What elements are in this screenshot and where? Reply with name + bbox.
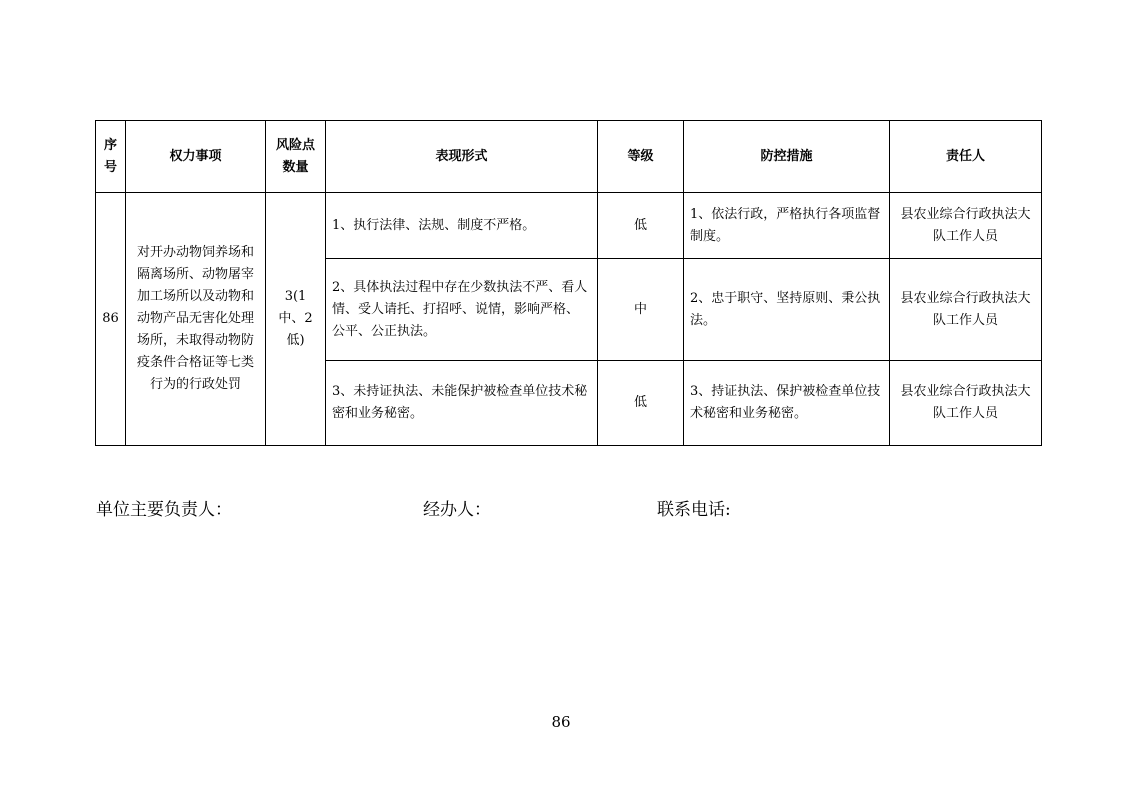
footer-handler-label: 经办人： [423,500,491,520]
footer-phone-label: 联系电话: [657,500,731,520]
cell-measures: 3、持证执法、保护被检查单位技术秘密和业务秘密。 [684,361,890,446]
table-row [96,193,1042,259]
cell-manifestation: 2、具体执法过程中存在少数执法不严、看人情、受人请托、打招呼、说情，影响严格、公平、公正执法。 [326,259,598,361]
cell-measures: 2、忠于职守、坚持原则、秉公执法。 [684,259,890,361]
cell-level: 中 [598,259,684,361]
cell-manifestation: 3、未持证执法、未能保护被检查单位技术秘密和业务秘密。 [326,361,598,446]
cell-measures: 1、依法行政，严格执行各项监督制度。 [684,193,890,259]
header-level: 等级 [598,121,684,193]
header-measures: 防控措施 [684,121,890,193]
footer-unit-head-label: 单位主要负责人： [96,500,232,520]
cell-responsible: 县农业综合行政执法大队工作人员 [890,259,1042,361]
cell-level: 低 [598,193,684,259]
cell-seq: 86 [96,193,126,446]
cell-power-item: 对开办动物饲养场和隔离场所、动物屠宰加工场所以及动物和动物产品无害化处理场所，未取得动物防疫条件合格证等七类行为的行政处罚 [126,193,266,446]
table-header-row [96,121,1042,193]
header-power-item: 权力事项 [126,121,266,193]
header-seq: 序号 [96,121,126,193]
cell-responsible: 县农业综合行政执法大队工作人员 [890,361,1042,446]
cell-responsible: 县农业综合行政执法大队工作人员 [890,193,1042,259]
cell-level: 低 [598,361,684,446]
header-manifestation: 表现形式 [326,121,598,193]
header-responsible: 责任人 [890,121,1042,193]
header-risk-count: 风险点数量 [266,121,326,193]
page-number: 86 [551,713,571,731]
cell-risk-count: 3(1 中、2 低) [266,193,326,446]
risk-table [95,120,1042,446]
cell-manifestation: 1、执行法律、法规、制度不严格。 [326,193,598,259]
